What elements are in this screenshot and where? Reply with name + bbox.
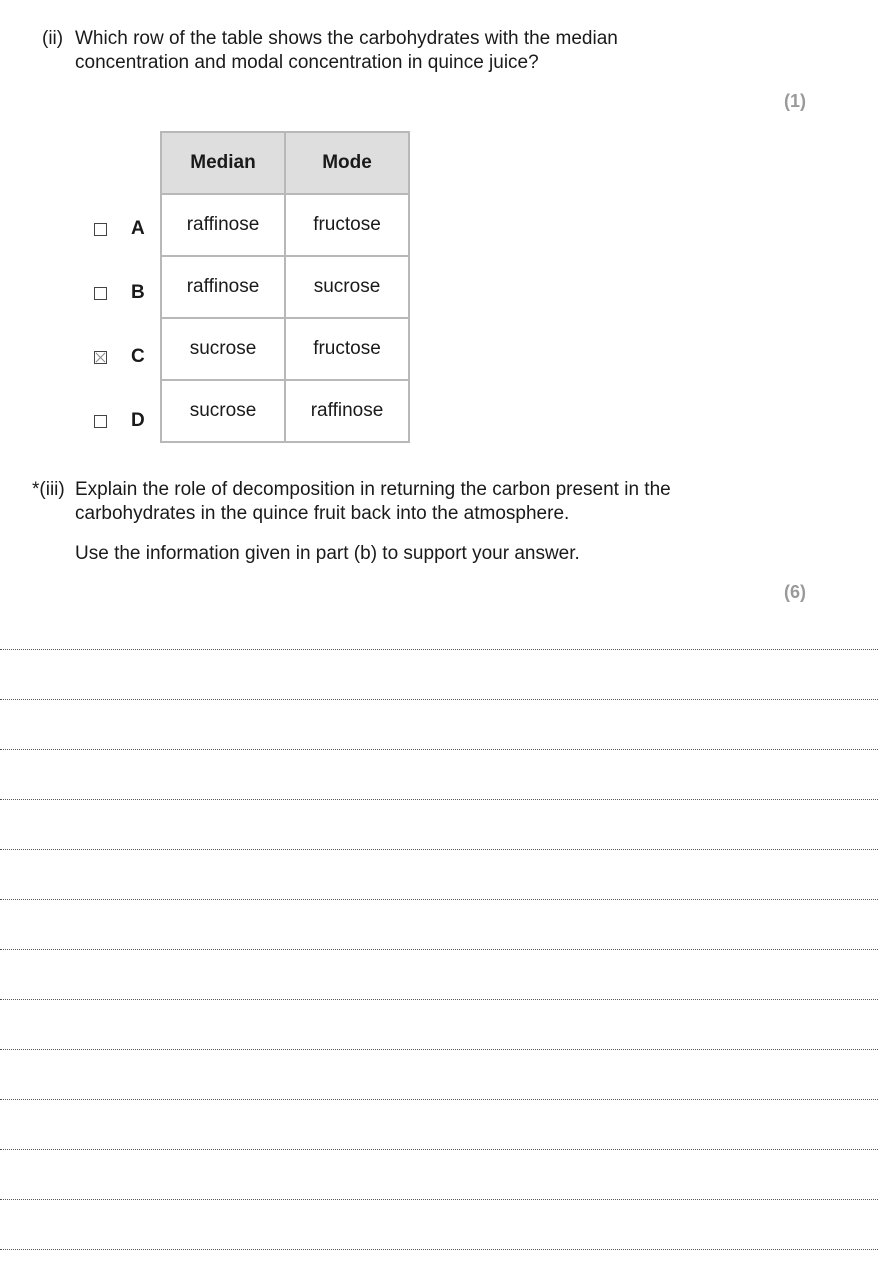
answer-line[interactable] [0, 999, 878, 1000]
answer-line[interactable] [0, 949, 878, 950]
answer-line[interactable] [0, 1099, 878, 1100]
option-b-checkbox[interactable] [94, 287, 107, 300]
answer-line[interactable] [0, 1199, 878, 1200]
question-iii-number: *(iii) [32, 479, 65, 500]
cell-mode: fructose [285, 194, 409, 256]
answer-line[interactable] [0, 799, 878, 800]
question-iii-instruction: Use the information given in part (b) to support your answer. [75, 543, 580, 564]
answer-line[interactable] [0, 699, 878, 700]
cell-mode: raffinose [285, 380, 409, 442]
table-row [161, 194, 409, 256]
header-median: Median [161, 132, 285, 194]
header-mode: Mode [285, 132, 409, 194]
option-c-checkbox[interactable] [94, 351, 107, 364]
carbohydrate-table [160, 131, 410, 443]
question-ii-marks: (1) [784, 91, 806, 111]
table-row [161, 318, 409, 380]
answer-line[interactable] [0, 1049, 878, 1050]
cell-median: raffinose [161, 256, 285, 318]
answer-line[interactable] [0, 749, 878, 750]
option-c[interactable] [94, 345, 154, 369]
answer-line[interactable] [0, 1149, 878, 1150]
answer-line[interactable] [0, 899, 878, 900]
question-iii-text-line1: Explain the role of decomposition in returning the carbon present in the [75, 479, 671, 500]
question-ii-text-line1: Which row of the table shows the carbohydrates with the median [75, 28, 618, 49]
option-a[interactable] [94, 217, 154, 241]
option-d-checkbox[interactable] [94, 415, 107, 428]
answer-line[interactable] [0, 849, 878, 850]
cell-median: sucrose [161, 380, 285, 442]
question-iii-marks: (6) [784, 582, 806, 602]
option-c-letter: C [131, 346, 145, 367]
option-b-letter: B [131, 282, 145, 303]
table-row [161, 256, 409, 318]
option-a-letter: A [131, 218, 145, 239]
answer-line[interactable] [0, 1249, 878, 1250]
option-b[interactable] [94, 281, 154, 305]
answer-line[interactable] [0, 649, 878, 650]
option-a-checkbox[interactable] [94, 223, 107, 236]
cell-median: sucrose [161, 318, 285, 380]
cell-mode: sucrose [285, 256, 409, 318]
cell-median: raffinose [161, 194, 285, 256]
cell-mode: fructose [285, 318, 409, 380]
option-d-letter: D [131, 410, 145, 431]
option-d[interactable] [94, 409, 154, 433]
question-ii-number: (ii) [42, 28, 64, 49]
question-iii-text-line2: carbohydrates in the quince fruit back into the atmosphere. [75, 503, 570, 524]
question-ii-text-line2: concentration and modal concentration in quince juice? [75, 52, 539, 73]
table-row [161, 380, 409, 442]
table-header-row [161, 132, 409, 194]
